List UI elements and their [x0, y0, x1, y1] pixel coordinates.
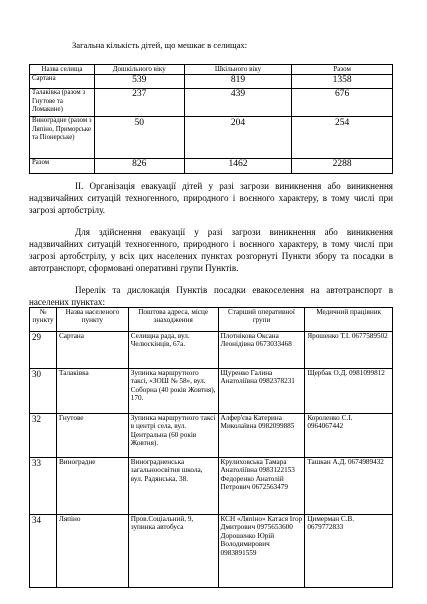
- body-paragraph: Для здійснення евакуації у разі загрози виникнення або виникнення надзвичайних ситуацій техногенного, природного і воєнного характеру, в тому числі при загрозі артобстрілу, у всіх цих населених пунктах розгорнуті Пункти збору та посадки в автотранспорт, сформовані оперативні групи Пунктів.: [29, 227, 393, 273]
- cell-medical: Ташкан А.Д. 0674989432: [305, 458, 393, 515]
- header-address: Поштова адреса, місце знаходження: [128, 308, 218, 332]
- header-settlement: Назва селища: [30, 65, 95, 75]
- cell-preschool: 50: [94, 117, 184, 159]
- cell-medical: Ярошенко Т.І. 0677589502: [305, 332, 393, 369]
- cell-address: Зупинка маршрутного таксі в центрі села, вул. Центральна (60 років Жовтня).: [128, 414, 218, 458]
- cell-total: 676: [292, 89, 393, 117]
- cell-settlement: Разом: [30, 159, 95, 174]
- boarding-points-table: [29, 307, 393, 588]
- cell-settlement: Виноградне: [56, 458, 128, 515]
- table-row: [30, 89, 393, 117]
- cell-total: 1358: [292, 75, 393, 89]
- list-intro-paragraph: Перелік та дислокація Пунктів посадки евакоселення на автотранспорт в населених пунктах:: [29, 285, 393, 307]
- cell-preschool: 237: [94, 89, 184, 117]
- header-senior: Старший оперативної групи: [218, 308, 305, 332]
- cell-school: 819: [184, 75, 292, 89]
- cell-school: 439: [184, 89, 292, 117]
- cell-senior: Щуренко Галина Анатоліївна 0982378231: [218, 369, 305, 414]
- cell-total: 254: [292, 117, 393, 159]
- cell-settlement: Сартана: [56, 332, 128, 369]
- cell-school: 204: [184, 117, 292, 159]
- cell-total: 2288: [292, 159, 393, 174]
- cell-address: Селищна рада, вул. Челюскінців, 67а.: [128, 332, 218, 369]
- cell-point-number: 34: [30, 515, 57, 588]
- table-row: [30, 369, 393, 414]
- cell-point-number: 33: [30, 458, 57, 515]
- cell-senior: КСН «Ляпіно» Катася Ігор Дмитрович 0975653600 Дорошенко Юрій Володимирович 0983891559: [218, 515, 305, 588]
- header-settlement: Назва населеного пункту: [56, 308, 128, 332]
- header-total: Разом: [292, 65, 393, 75]
- header-point-number: № пункту: [30, 308, 57, 332]
- cell-address: Зупинка маршрутного таксі, «ЗОШ № 58», вул. Соборна (40 років Жовтня), 170.: [128, 369, 218, 414]
- table-row: [30, 332, 393, 369]
- cell-senior: Крулиховська Тамара Анатоліївна 0983122153 Федоренко Анатолій Петрович 0672563479: [218, 458, 305, 515]
- cell-settlement: Сартана: [30, 75, 95, 89]
- cell-medical: Цимерман С.В. 0679772833: [305, 515, 393, 588]
- header-medical: Медичний працівник: [305, 308, 393, 332]
- header-preschool: Дошкільного віку: [94, 65, 184, 75]
- children-count-table: [29, 64, 393, 174]
- cell-settlement: Гнутове: [56, 414, 128, 458]
- intro-text: Загальна кількість дітей, що мешкає в селищах:: [72, 40, 248, 50]
- cell-settlement: Ляпіно: [56, 515, 128, 588]
- table-row: [30, 117, 393, 159]
- cell-settlement: Талаківка (разом з Гнутове та Ломакине): [30, 89, 95, 117]
- cell-senior: Алфер'єва Катерина Миколаївна 0982099885: [218, 414, 305, 458]
- cell-point-number: 30: [30, 369, 57, 414]
- table-row: [30, 458, 393, 515]
- table-total-row: [30, 159, 393, 174]
- cell-point-number: 32: [30, 414, 57, 458]
- section-heading-paragraph: ІІ. Організація евакуації дітей у разі загрози виникнення або виникнення надзвичайних ситуацій техногенного, природного і воєнного характеру, в тому числі при загрозі артобстрілу.: [29, 181, 393, 215]
- cell-medical: Щербак О.Д. 0981099812: [305, 369, 393, 414]
- table-header-row: [30, 308, 393, 332]
- cell-point-number: 29: [30, 332, 57, 369]
- cell-preschool: 539: [94, 75, 184, 89]
- table-row: [30, 414, 393, 458]
- cell-preschool: 826: [94, 159, 184, 174]
- cell-settlement: Виноградне (разом з Ляпіно, Приморське та Піонерське): [30, 117, 95, 159]
- table-row: [30, 515, 393, 588]
- cell-address: Виноградненська загальноосвітня школа, вул. Радянська, 38.: [128, 458, 218, 515]
- table-header-row: [30, 65, 393, 75]
- cell-school: 1462: [184, 159, 292, 174]
- cell-settlement: Талаківка: [56, 369, 128, 414]
- cell-senior: Плотнікова Оксана Леонідівна 0673033468: [218, 332, 305, 369]
- header-school: Шкільного віку: [184, 65, 292, 75]
- cell-address: Пров.Соціальний, 9, зупинка автобуса: [128, 515, 218, 588]
- cell-medical: Короленко С.І. 0964067442: [305, 414, 393, 458]
- table-row: [30, 75, 393, 89]
